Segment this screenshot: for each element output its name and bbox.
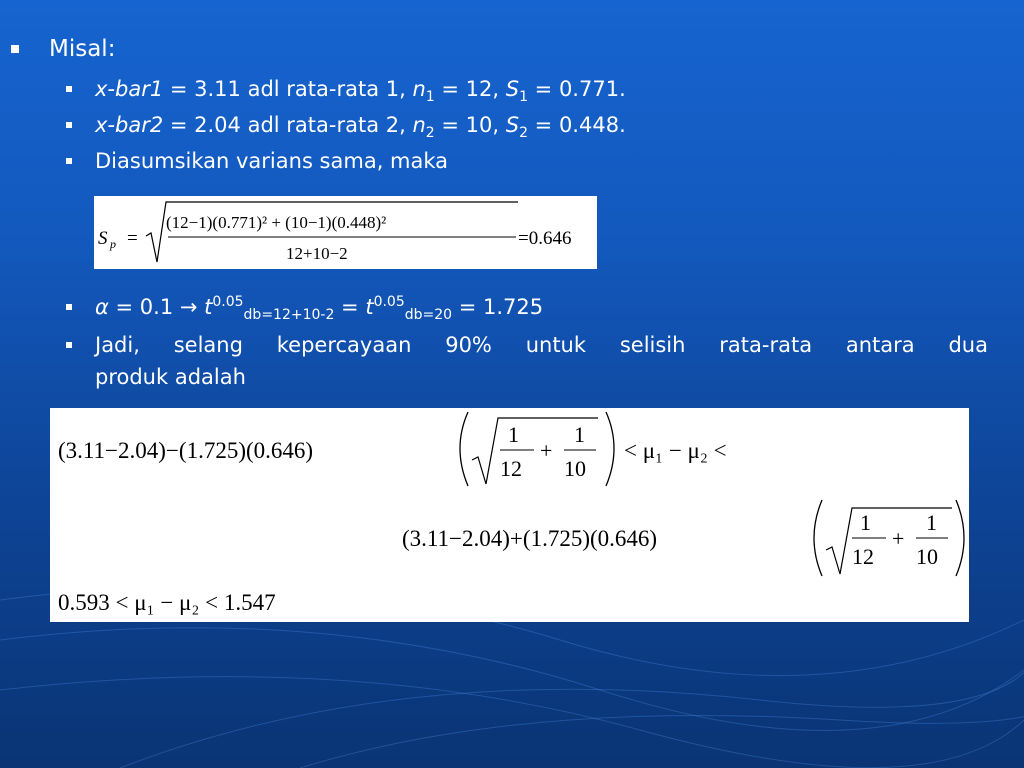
sp-subscript: p [110, 237, 116, 251]
bullet-xbar2: x-bar2 = 2.04 adl rata-rata 2, $n_2 = 10$, $S_2 = 0.448$. [95, 113, 626, 142]
frac3-num: 1 [860, 510, 871, 535]
frac1-num: 1 [508, 422, 519, 447]
ci-result: 0.593 < μ₁ − μ₂ < 1.547 [58, 590, 276, 615]
plus-sign: + [892, 526, 905, 551]
frac2-num: 1 [574, 422, 585, 447]
ci-upper-expression: (3.11−2.04)+(1.725)(0.646) [402, 526, 658, 551]
numerator: (12−1)(0.771)² + (10−1)(0.448)² [166, 213, 387, 232]
paren-left [460, 412, 468, 486]
plus-sign: + [540, 438, 553, 463]
bullet-kesimpulan-line2: produk adalah [95, 365, 246, 389]
ci-lower-expression: (3.11−2.04)−(1.725)(0.646) [58, 438, 314, 463]
bullet-misal: Misal: [49, 36, 116, 62]
paren-right [606, 412, 614, 486]
bullet-marker [66, 342, 72, 348]
paren-right [956, 500, 964, 576]
frac1-den: 12 [500, 456, 522, 481]
bullet-marker [66, 158, 72, 164]
denominator: 12+10−2 [286, 244, 348, 263]
paren-left [814, 500, 822, 576]
bullet-marker [11, 45, 19, 53]
result: =0.646 [518, 228, 572, 249]
bullet-xbar1: x-bar1 = 3.11 adl rata-rata 1, $n_1 = 12$, $S_1 = 0.771$. [95, 77, 626, 106]
bullet-asumsi: Diasumsikan varians sama, maka [95, 149, 449, 173]
bullet-kesimpulan-line1: Jadi, selang kepercayaan 90% untuk selisih rata-rata antara dua [95, 333, 988, 357]
equals-sign: = [127, 228, 138, 249]
ci-middle: < μ₁ − μ₂ < [624, 438, 727, 463]
formula-confidence-interval [50, 408, 969, 622]
bullet-marker [66, 304, 72, 310]
bullet-marker [66, 122, 72, 128]
frac2-den: 10 [564, 456, 586, 481]
formula-pooled-sd [94, 196, 597, 269]
bullet-alpha: $\alpha = 0.1 \to t^{0.05}_{db=12+10-2} = t^{0.05}_{db=20} = 1.725$ [95, 294, 544, 324]
frac3-den: 12 [852, 544, 874, 569]
frac4-num: 1 [926, 510, 937, 535]
frac4-den: 10 [916, 544, 938, 569]
bullet-marker [66, 86, 72, 92]
sp-symbol: S [98, 228, 108, 249]
